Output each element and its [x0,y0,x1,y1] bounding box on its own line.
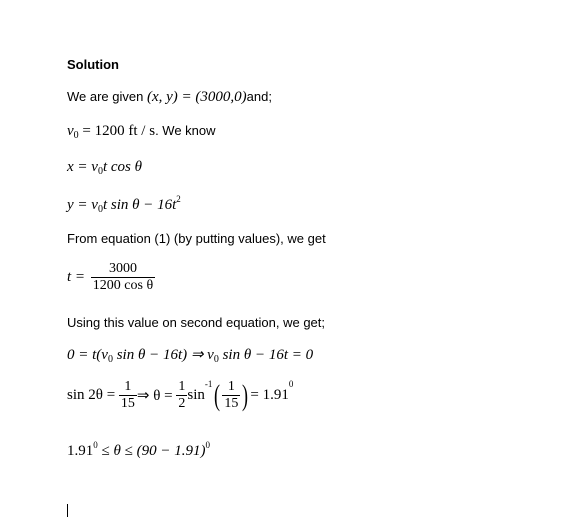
x-equation [67,159,142,177]
given-prefix: We are given [67,89,147,104]
sin-equation-mid: ⇒ θ = [136,388,173,405]
degree-superscript: 0 [288,379,294,389]
zero-equation-part3: sin θ − 16t = 0 [218,347,314,363]
t-fraction [91,261,155,294]
sin-fraction-2-num: 1 [178,379,186,395]
y-equation-superscript: 2 [176,194,181,204]
x-equation-subscript: 0 [97,166,103,177]
left-paren: ( [214,378,221,412]
using-value-text: Using this value on second equation, we get; [67,315,326,330]
sin-fraction-1-den: 15 [120,396,135,412]
x-equation-lhs: x = v [67,159,98,175]
y-equation-lhs: y = v [67,197,98,213]
sin-fraction-3-den: 15 [224,396,239,412]
range-rest: ≤ θ ≤ (90 − 1.91) [97,443,206,459]
sin-function: sin [187,387,205,404]
t-fraction-denominator: 1200 cos θ [92,278,154,293]
sin-equation-lhs: sin 2θ = [67,387,116,404]
velocity-symbol: v [67,123,74,139]
range-lower-degree: 0 [93,440,98,450]
sin-fraction-2-den: 2 [178,396,186,412]
text-cursor [67,504,68,517]
t-equation [67,261,155,294]
velocity-subscript: 0 [73,130,79,141]
y-equation-subscript: 0 [97,204,103,215]
given-point-equation: (x, y) = (3000,0) [146,89,247,105]
t-equation-lhs: t = [67,269,86,285]
velocity-value: = 1200 ft / s [78,123,156,139]
sin-fraction-2 [176,379,187,412]
range-upper-degree: 0 [205,440,210,450]
zero-equation-part2: sin θ − 16t) ⇒ v [112,347,214,363]
zero-equation-sub2: 0 [213,354,219,365]
zero-equation [67,345,313,365]
y-equation [67,194,181,215]
sin-fraction-3 [222,379,240,412]
sin-inverse-superscript: -1 [204,379,213,389]
solution-heading: Solution [67,57,119,72]
velocity-suffix: . We know [155,123,216,138]
sin-fraction-1-num: 1 [124,379,132,395]
sin-equation-rhs: = 1.91 [250,387,289,404]
range-inequality [67,440,210,460]
given-line [67,89,272,106]
velocity-line [67,123,216,141]
sin-fraction-1 [119,379,137,412]
sin-equation [67,379,293,412]
from-equation-text: From equation (1) (by putting values), we get [67,231,326,246]
sin-fraction-3-num: 1 [227,379,235,395]
y-equation-rest: t sin θ − 16t [102,197,177,213]
given-suffix: and; [246,89,272,104]
zero-equation-sub1: 0 [107,354,113,365]
right-paren: ) [242,378,249,412]
range-lower: 1.91 [67,443,94,459]
t-fraction-numerator: 3000 [108,261,137,276]
x-equation-rest: t cos θ [102,159,142,175]
zero-equation-part1: 0 = t(v [67,347,108,363]
